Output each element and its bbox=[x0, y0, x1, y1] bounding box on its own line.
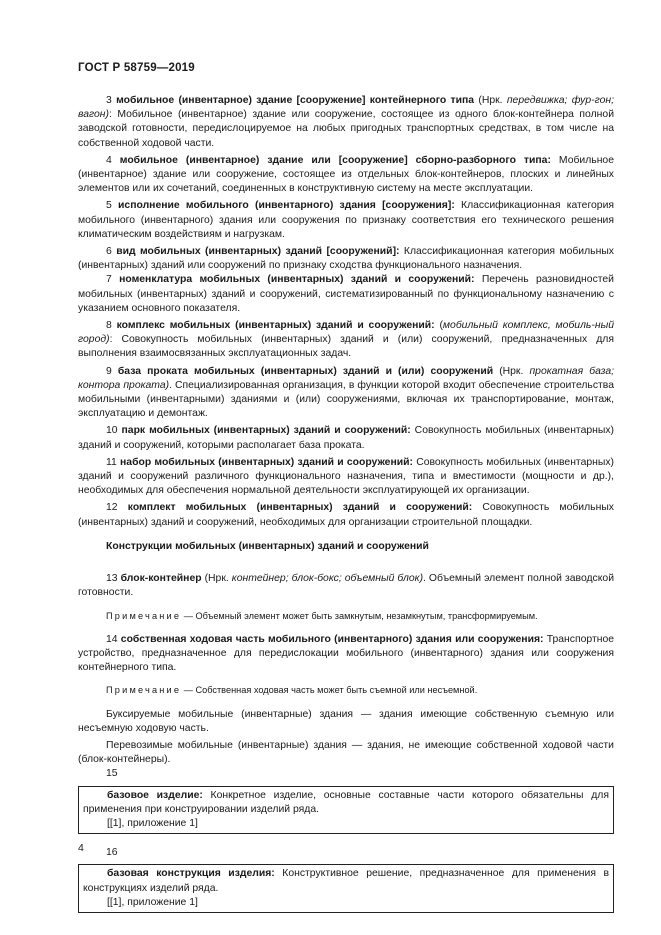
term-title: комплекс мобильных (инвентарных) зданий и сооружений: bbox=[116, 320, 435, 332]
term-title: комплект мобильных (инвентарных) зданий и сооружений: bbox=[127, 502, 473, 514]
entry-number: 13 bbox=[106, 573, 118, 585]
term-title: базовая конструкция изделия: bbox=[107, 868, 275, 880]
entry-number: 11 bbox=[106, 456, 117, 468]
term-title: вид мобильных (инвентарных) зданий [сооружений]: bbox=[116, 246, 400, 258]
entry-15 bbox=[83, 789, 609, 817]
entry-7 bbox=[78, 273, 614, 316]
note-text: — Объемный элемент может быть замкнутым, незамкнутым, трансформируемым. bbox=[181, 610, 538, 621]
entry-number: 9 bbox=[106, 365, 112, 377]
entry-5 bbox=[78, 199, 614, 242]
entry-16-box bbox=[78, 864, 614, 913]
entry-9: 9 база проката мобильных (инвентарных) зданий и (или) сооружений (Нрк. прокатная база; контора проката). Специализированная организация, в функции которой входит обеспечение строительства мобильными (инвентарными) зданиями и (или) сооружениями, включая их транспортирование, монтаж, эксплуатацию и демонтаж. bbox=[78, 365, 615, 420]
document-header: ГОСТ Р 58759—2019 bbox=[78, 62, 195, 74]
entry-number: 12 bbox=[106, 502, 118, 514]
entry-number: 3 bbox=[106, 95, 112, 106]
non-recommended-terms: мобильный комплекс, мобиль-ный город) bbox=[78, 320, 614, 346]
non-recommended-terms: передвижка; фур-гон; вагон) bbox=[78, 95, 614, 121]
note-label: Примечание bbox=[106, 685, 182, 696]
non-recommended-terms: прокатная база; контора проката) bbox=[78, 365, 615, 391]
entry-13: 13 блок-контейнер (Нрк. контейнер; блок-бокс; объемный блок). Объемный элемент полной заводской готовности. bbox=[78, 573, 615, 599]
definition: Совокупность мобильных (инвентарных) зданий и сооружений различного функционального назначения, типа и вместимости (мощности и др.), необходимых для обеспечения нормальной деятельности эксплуатирующей их организации. bbox=[78, 456, 614, 497]
definition: Классификационная категория мобильных (инвентарных) зданий или сооружений по признаку сходства функционального назначения. bbox=[78, 246, 614, 272]
definition: Мобильное (инвентарное) здание или сооружение, состоящее из отдельных блок-контейнеров, плоских и линейных элементов или их сочетаний, соединенных в конструктивную систему на месте эксплуатации. bbox=[78, 154, 614, 195]
entry-number: 7 bbox=[106, 274, 112, 286]
definition: . Специализированная организация, в функции которой входит обеспечение строительства мобильными (инвентарными) зданиями и (или) сооружениями, включая их транспортирование, монтаж, эксплуатацию и демонтаж. bbox=[78, 379, 614, 420]
source-reference: [[1], приложение 1] bbox=[107, 817, 198, 829]
term-title: исполнение мобильного (инвентарного) здания [сооружения]: bbox=[118, 200, 455, 212]
entry-number: 6 bbox=[106, 246, 112, 258]
entry-12 bbox=[78, 501, 614, 529]
page-number: 4 bbox=[78, 842, 84, 854]
note-1 bbox=[78, 609, 614, 623]
definition: Совокупность мобильных (инвентарных) зданий и сооружений, необходимых для организации строительной площадки. bbox=[78, 502, 614, 528]
definition: Конкретное изделие, основные составные части которого обязательны для применения при конструировании изделий ряда. bbox=[83, 789, 609, 815]
entry-11 bbox=[78, 456, 614, 499]
paragraph-towed: Буксируемые мобильные (инвентарные) здания — здания имеющие собственную съемную или несъемную ходовую часть. bbox=[78, 708, 614, 734]
entry-10 bbox=[78, 424, 614, 452]
term-title: набор мобильных (инвентарных) зданий и сооружений: bbox=[120, 456, 413, 468]
entry-15-number: 15 bbox=[106, 768, 118, 780]
definition: : Мобильное (инвентарное) здание или сооружение, состоящее из одного блок-контейнера полной заводской готовности, передислоцируемое на любых пригодных транспортных средствах, в том числе на собственной ходовой части. bbox=[78, 109, 614, 149]
entry-8: 8 комплекс мобильных (инвентарных) зданий и сооружений: (мобильный комплекс, мобиль-ный город): Совокупность мобильных (инвентарных) зданий и (или) сооружений, предназначенных для выполнения взаимосвязанных эксплуатационных задач. bbox=[78, 320, 614, 360]
entry-16-number: 16 bbox=[106, 847, 118, 859]
definition: Совокупность мобильных (инвентарных) зданий и сооружений, которыми располагает база проката. bbox=[78, 425, 614, 451]
paragraph-transported: Перевозимые мобильные (инвентарные) здания — здания, не имеющие собственной ходовой части (блок-контейнеры). bbox=[78, 739, 614, 766]
entry-15-box bbox=[78, 786, 614, 835]
definition: Перечень разновидностей мобильных (инвентарных) зданий и сооружений, систематизированный по функциональному назначению с указанием основного показателя. bbox=[78, 274, 614, 314]
definition: Конструктивное решение, предназначенное для применения в конструкциях изделий ряда. bbox=[83, 868, 609, 894]
term-title: базовое изделие: bbox=[107, 789, 203, 801]
term-title: парк мобильных (инвентарных) зданий и сооружений: bbox=[121, 425, 411, 437]
entry-3: 3 мобильное (инвентарное) здание [сооружение] контейнерного типа (Нрк. передвижка; фур-гон; вагон): Мобильное (инвентарное) здание или сооружение, состоящее из одного блок-контейнера полной заводской готовности, передислоцируемое на любых пригодных транспортных средствах, в том числе на собственной ходовой части. bbox=[78, 95, 614, 149]
definition: Транспортное устройство, предназначенное для передислокации мобильного (инвентарного) здания или сооружения контейнерного типа. bbox=[78, 633, 614, 674]
definition: : Совокупность мобильных (инвентарных) зданий и (или) сооружений, предназначенных для выполнения взаимосвязанных эксплуатационных задач. bbox=[78, 334, 614, 360]
entry-4 bbox=[78, 154, 614, 197]
entry-number: 5 bbox=[106, 200, 112, 212]
note-label: Примечание bbox=[106, 610, 182, 621]
entry-6 bbox=[78, 245, 614, 273]
entry-16 bbox=[83, 867, 609, 895]
note-2 bbox=[78, 683, 614, 697]
term-title: мобильное (инвентарное) здание или [сооружение] сборно-разборного типа: bbox=[119, 154, 551, 166]
section-heading: Конструкции мобильных (инвентарных) зданий и сооружений bbox=[106, 540, 429, 552]
document-body bbox=[78, 94, 614, 919]
term-title: база проката мобильных (инвентарных) зданий и (или) сооружений bbox=[117, 365, 494, 377]
entry-number: 10 bbox=[106, 425, 118, 437]
term-title: блок-контейнер bbox=[120, 573, 202, 585]
definition: . Объемный элемент полной заводской готовности. bbox=[78, 573, 615, 599]
term-title: мобильное (инвентарное) здание [сооружение] контейнерного типа bbox=[116, 95, 475, 106]
source-reference: [[1], приложение 1] bbox=[107, 896, 198, 908]
entry-number: 8 bbox=[106, 320, 112, 332]
entry-number: 14 bbox=[106, 633, 118, 645]
entry-number: 4 bbox=[106, 154, 112, 166]
term-title: собственная ходовая часть мобильного (инвентарного) здания или сооружения: bbox=[120, 633, 544, 645]
definition: Классификационная категория мобильного (инвентарного) здания или сооружения по признаку соответствия его технического решения климатическим воздействиям и нагрузкам. bbox=[78, 200, 614, 240]
entry-14 bbox=[78, 633, 614, 676]
term-title: номенклатура мобильных (инвентарных) зданий и сооружений: bbox=[119, 274, 475, 286]
non-recommended-terms: контейнер; блок-бокс; объемный блок) bbox=[231, 573, 424, 585]
note-text: — Собственная ходовая часть может быть съемной или несъемной. bbox=[181, 685, 478, 696]
